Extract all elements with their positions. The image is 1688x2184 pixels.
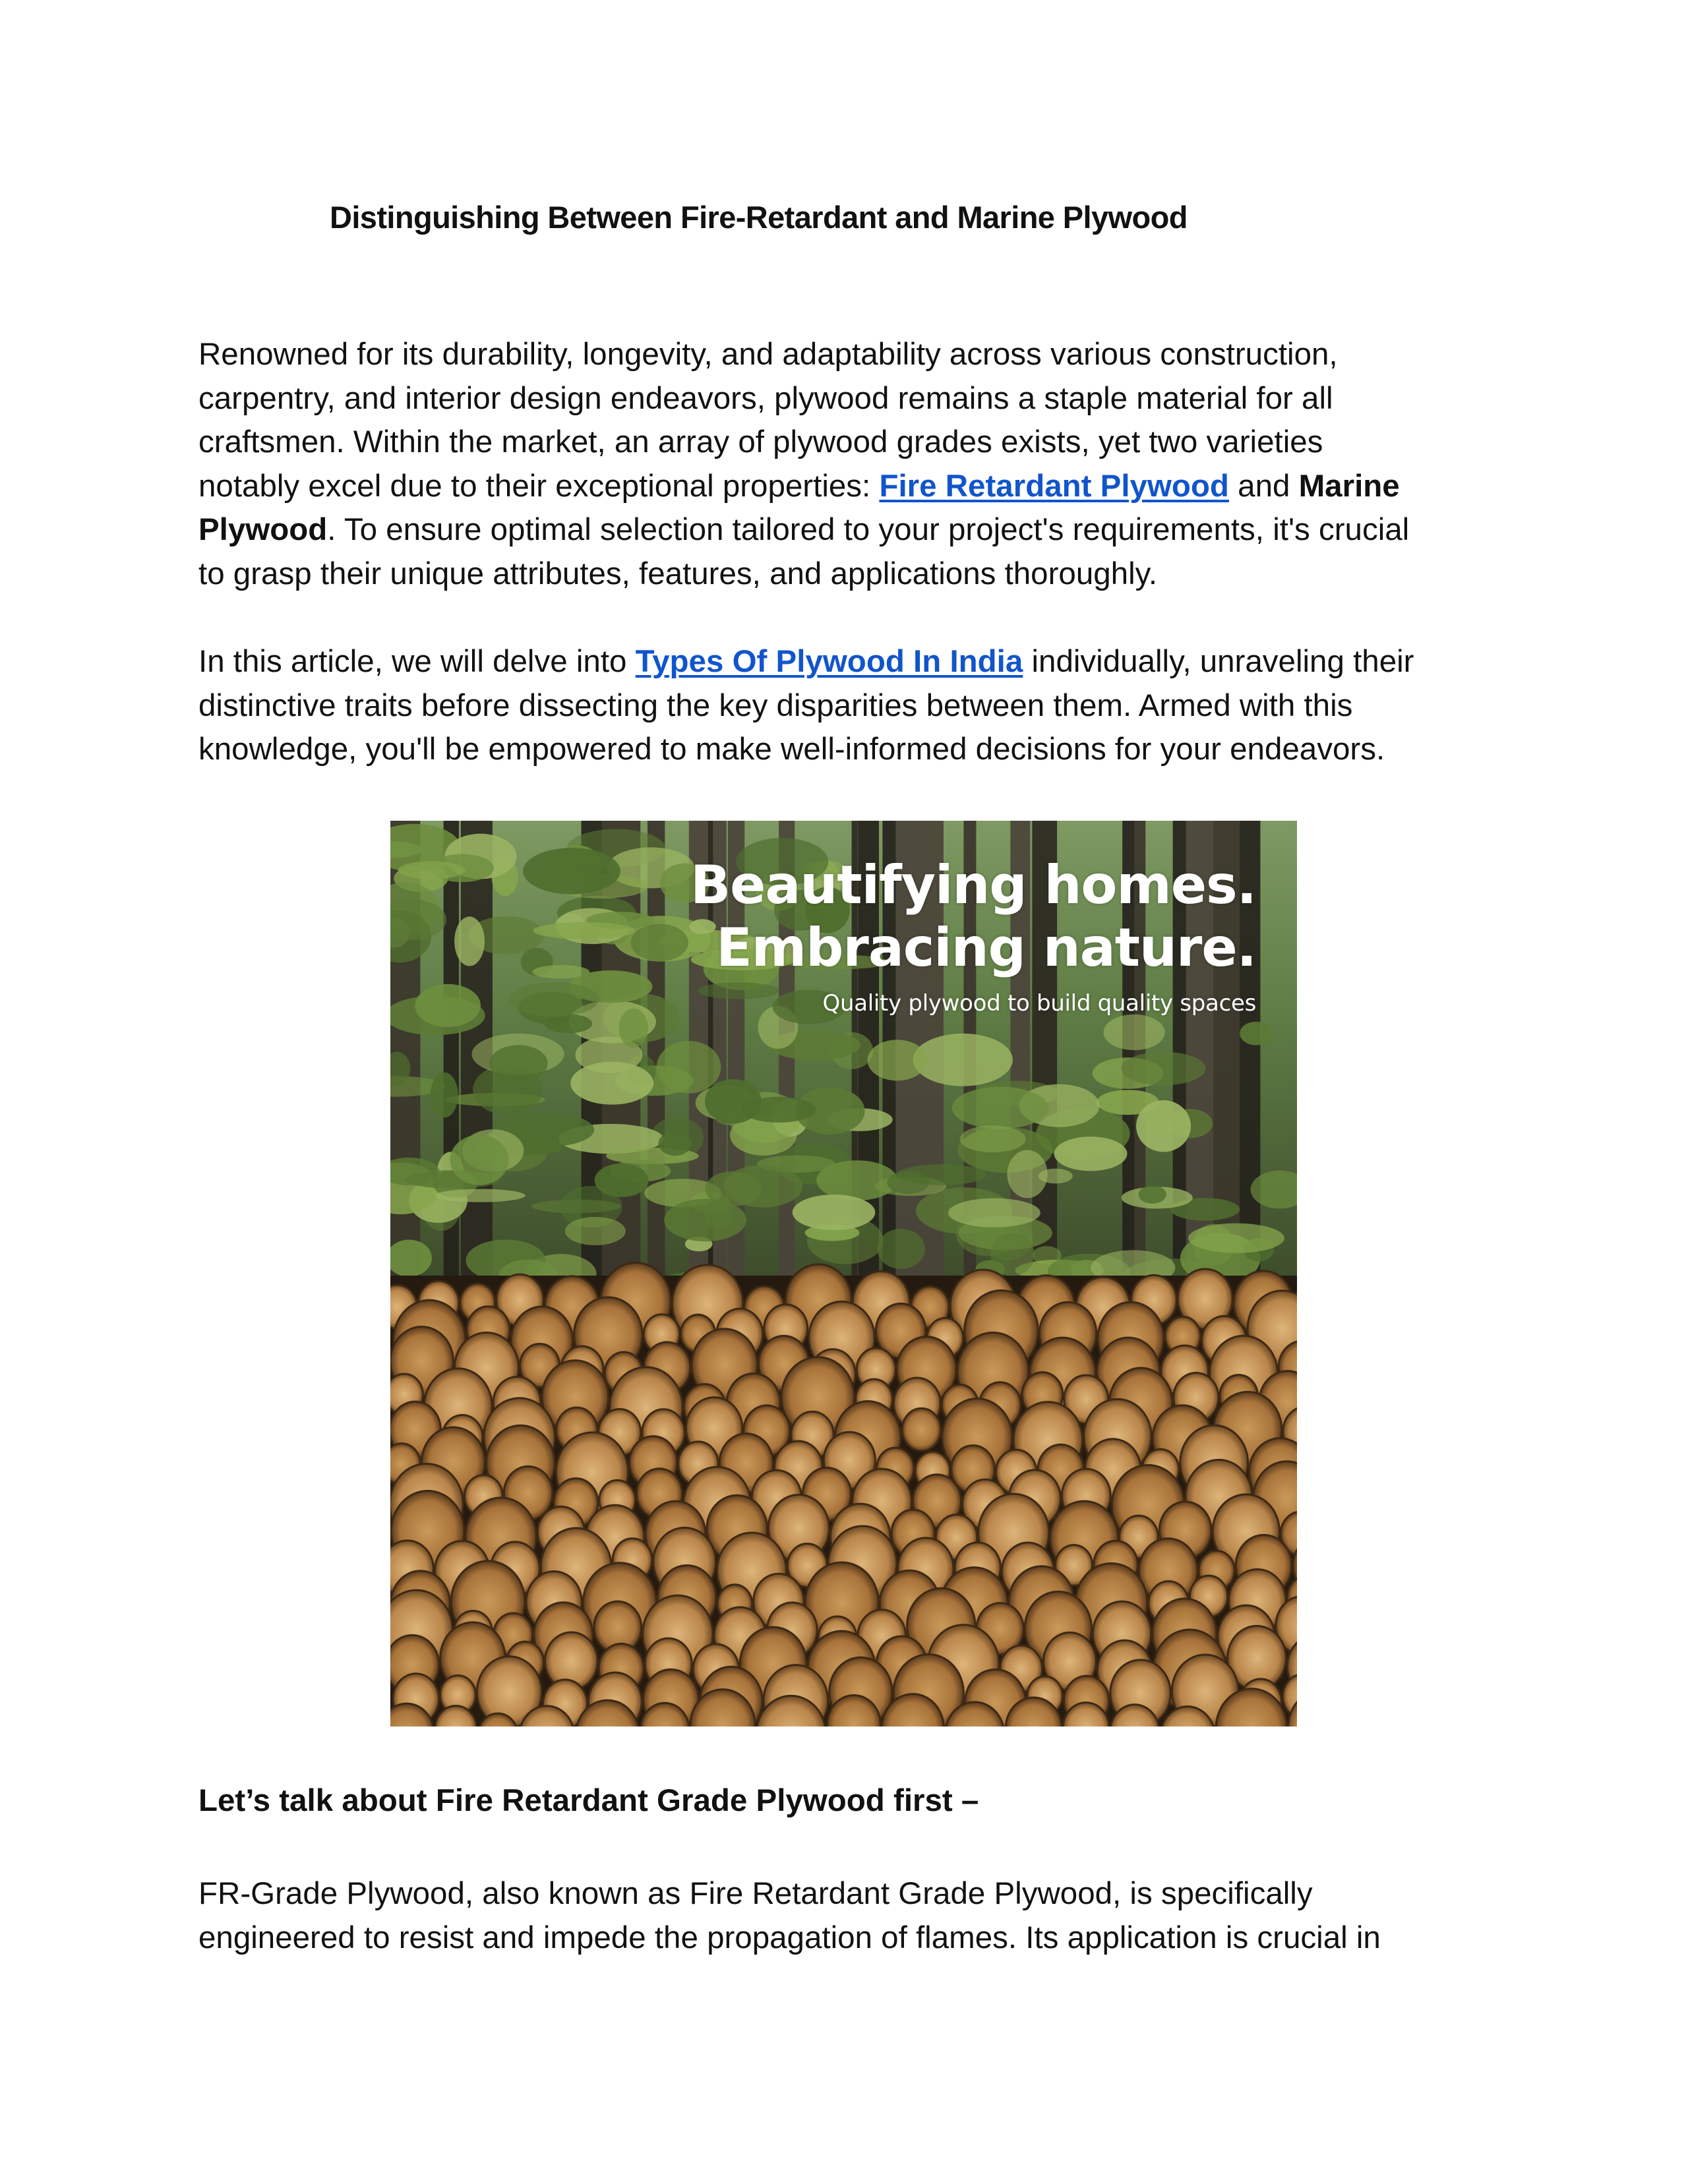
hero-headline-1: Beautifying homes. xyxy=(690,854,1256,916)
foliage-patch xyxy=(867,1040,927,1080)
text-segment: and xyxy=(1228,468,1299,504)
foliage-patch xyxy=(1188,1224,1284,1253)
foliage-patch xyxy=(698,982,779,999)
foliage-patch xyxy=(1007,1150,1047,1198)
foliage-patch xyxy=(631,924,688,962)
text-line xyxy=(198,508,1409,552)
foliage-patch xyxy=(793,1195,876,1230)
foliage-patch xyxy=(435,1189,526,1202)
text-line: to grasp their unique attributes, features, and applications thoroughly. xyxy=(198,556,1158,591)
foliage-patch xyxy=(658,1131,692,1156)
text-line: carpentry, and interior design endeavors, plywood remains a staple material for all xyxy=(198,380,1333,416)
foliage-patch xyxy=(741,1097,816,1123)
foliage-patch xyxy=(523,848,620,894)
foliage-patch xyxy=(1240,1022,1272,1046)
text-segment: notably excel due to their exceptional properties: xyxy=(198,468,880,504)
foliage-patch xyxy=(454,916,485,966)
foliage-patch xyxy=(510,982,599,1017)
article-paragraph xyxy=(198,640,1414,772)
text-line: distinctive traits before dissecting the key disparities between them. Armed with this xyxy=(198,688,1353,723)
fr-paragraph xyxy=(198,1872,1381,1960)
plywood-bold-text: Plywood xyxy=(198,512,328,548)
foliage-patch xyxy=(544,1014,592,1033)
foliage-patch xyxy=(1139,1185,1166,1204)
hero-headline-2: Embracing nature. xyxy=(716,917,1256,978)
foliage-patch xyxy=(1136,1100,1191,1152)
foliage-patch xyxy=(948,1198,1040,1227)
foliage-patch xyxy=(489,1045,548,1082)
log-end xyxy=(902,1408,941,1450)
foliage-patch xyxy=(415,984,481,1027)
text-line: craftsmen. Within the market, an array of plywood grades exists, yet two varieties xyxy=(198,425,1323,460)
text-line: knowledge, you'll be empowered to make well-informed decisions for your endeavors. xyxy=(198,732,1385,767)
section-heading: Let’s talk about Fire Retardant Grade Plywood first – xyxy=(198,1783,979,1818)
types-of-plywood-link[interactable]: Types Of Plywood In India xyxy=(635,644,1023,679)
foliage-patch xyxy=(1104,1015,1165,1050)
foliage-patch xyxy=(705,1171,761,1206)
foliage-patch xyxy=(897,1164,986,1185)
text-segment: . To ensure optimal selection tailored to your project's requirements, it's crucial xyxy=(327,512,1410,548)
text-segment: individually, unraveling their xyxy=(1023,644,1414,679)
foliage-patch xyxy=(565,1217,626,1245)
text-line: engineered to resist and impede the propagation of flames. Its application is crucial in xyxy=(198,1920,1381,1955)
foliage-patch xyxy=(689,919,716,933)
hero-tagline: Quality plywood to build quality spaces xyxy=(822,990,1256,1017)
foliage-patch xyxy=(960,1125,1026,1152)
text-line: Renowned for its durability, longevity, and adaptability across various construction, xyxy=(198,337,1338,372)
text-line: FR-Grade Plywood, also known as Fire Retardant Grade Plywood, is specifically xyxy=(198,1876,1313,1911)
foliage-patch xyxy=(913,1034,1013,1086)
foliage-patch xyxy=(533,922,635,939)
foliage-patch xyxy=(990,1233,1035,1276)
fire-retardant-plywood-link[interactable]: Fire Retardant Plywood xyxy=(879,468,1229,504)
foliage-patch xyxy=(398,862,465,879)
intro-paragraph xyxy=(198,333,1409,597)
hero-image xyxy=(390,821,1297,1727)
foliage-patch xyxy=(450,1135,508,1185)
foliage-patch xyxy=(1121,1052,1205,1086)
foliage-patch xyxy=(431,1073,458,1118)
document-title: Distinguishing Between Fire-Retardant and Marine Plywood xyxy=(330,200,1188,235)
foliage-patch xyxy=(1054,1136,1128,1171)
text-line xyxy=(198,465,1409,509)
foliage-patch xyxy=(619,1009,648,1048)
text-segment: In this article, we will delve into xyxy=(198,644,636,679)
foliage-patch xyxy=(657,1041,721,1094)
foliage-patch xyxy=(952,1087,1049,1129)
text-line xyxy=(198,640,1414,684)
marine-bold-text: Marine xyxy=(1298,468,1400,504)
foliage-patch xyxy=(877,1229,924,1269)
